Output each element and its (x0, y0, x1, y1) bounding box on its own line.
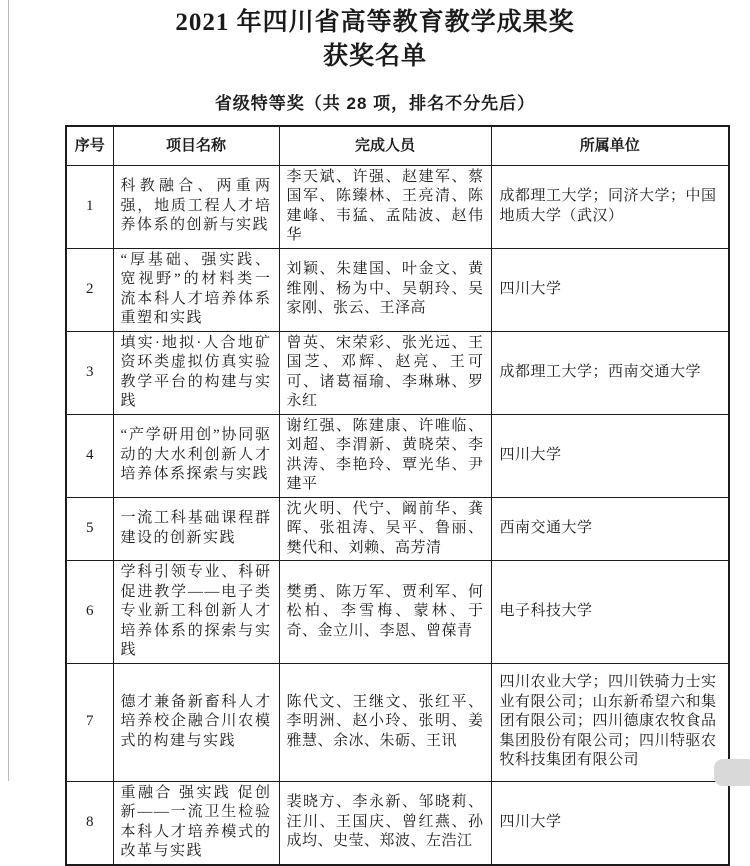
cell-members: 曾英、宋荣彩、张光远、王国芝、邓辉、赵亮、王可可、诸葛福瑜、李琳琳、罗永红 (279, 331, 491, 414)
page-title-line2: 获奖名单 (322, 43, 427, 70)
cell-members: 谢红强、陈建康、许唯临、刘超、李渭新、黄晓荣、李洪涛、李艳玲、覃光华、尹建平 (279, 414, 491, 497)
cell-unit: 西南交通大学 (491, 497, 729, 561)
cell-unit: 四川农业大学；四川铁骑力士实业有限公司；山东新希望六和集团有限公司；四川德康农牧食品集团股份有限公司；四川特驱农牧科技集团有限公司 (491, 663, 729, 781)
cell-members: 李天斌、许强、赵建军、蔡国军、陈臻林、王亮清、陈建峰、韦猛、孟陆波、赵伟华 (279, 165, 491, 248)
document-header (0, 0, 750, 74)
table-row (66, 331, 729, 414)
cell-members: 樊勇、陈万军、贾利军、何松柏、李雪梅、蒙林、于奇、金立川、李恩、曾葆青 (279, 561, 491, 664)
col-header-members: 完成人员 (279, 126, 491, 165)
cell-no: 6 (66, 561, 113, 664)
table-row (66, 165, 729, 248)
cell-project: 填实·地拟·人合地矿资环类虚拟仿真实验教学平台的构建与实践 (113, 331, 279, 414)
col-header-project: 项目名称 (113, 126, 279, 165)
page-title-line1: 2021 年四川省高等教育教学成果奖 (175, 9, 575, 36)
cell-unit: 四川大学 (491, 781, 729, 865)
col-header-unit: 所属单位 (491, 126, 729, 165)
cell-members: 陈代文、王继文、张红平、李明洲、赵小玲、张明、姜雅慧、余冰、朱砺、王讯 (279, 663, 491, 781)
cell-unit: 成都理工大学；同济大学；中国地质大学（武汉） (491, 165, 729, 248)
cell-project: “厚基础、强实践、宽视野”的材料类一流本科人才培养体系重塑和实践 (113, 248, 279, 331)
cell-no: 4 (66, 414, 113, 497)
cell-no: 2 (66, 248, 113, 331)
cell-project: 一流工科基础课程群建设的创新实践 (113, 497, 279, 561)
table-header-row (66, 126, 729, 165)
col-header-no: 序号 (66, 126, 113, 165)
scan-edge-line (8, 0, 9, 781)
table-row (66, 561, 729, 664)
cell-project: “产学研用创”协同驱动的大水利创新人才培养体系探索与实践 (113, 414, 279, 497)
cell-unit: 四川大学 (491, 414, 729, 497)
table-row (66, 248, 729, 331)
cell-project: 德才兼备新畜科人才培养校企融合川农模式的构建与实践 (113, 663, 279, 781)
table-row (66, 414, 729, 497)
table-row (66, 663, 729, 781)
cell-unit: 成都理工大学；西南交通大学 (491, 331, 729, 414)
cell-members: 沈火明、代宁、阚前华、龚晖、张祖涛、吴平、鲁丽、樊代和、刘赖、高芳清 (279, 497, 491, 561)
table-row (66, 781, 729, 865)
cell-no: 7 (66, 663, 113, 781)
cell-project: 科教融合、两重两强，地质工程人才培养体系的创新与实践 (113, 165, 279, 248)
cell-no: 8 (66, 781, 113, 865)
cell-project: 重融合 强实践 促创新——一流卫生检验本科人才培养模式的改革与实践 (113, 781, 279, 865)
cell-project: 学科引领专业、科研促进教学——电子类专业新工科创新人才培养体系的探索与实践 (113, 561, 279, 664)
section-subtitle: 省级特等奖（共 28 项，排名不分先后） (214, 94, 536, 113)
cell-members: 刘颖、朱建国、叶金文、黄维刚、杨为中、吴朝玲、吴家刚、张云、王泽高 (279, 248, 491, 331)
cell-unit: 电子科技大学 (491, 561, 729, 664)
table-row (66, 497, 729, 561)
corner-overlay-button[interactable] (714, 759, 750, 786)
cell-unit: 四川大学 (491, 248, 729, 331)
cell-no: 1 (66, 165, 113, 248)
cell-no: 3 (66, 331, 113, 414)
cell-members: 裴晓方、李永新、邹晓莉、汪川、王国庆、曾红燕、孙成均、史莹、郑波、左浩江 (279, 781, 491, 865)
cell-no: 5 (66, 497, 113, 561)
awards-table (65, 125, 730, 866)
